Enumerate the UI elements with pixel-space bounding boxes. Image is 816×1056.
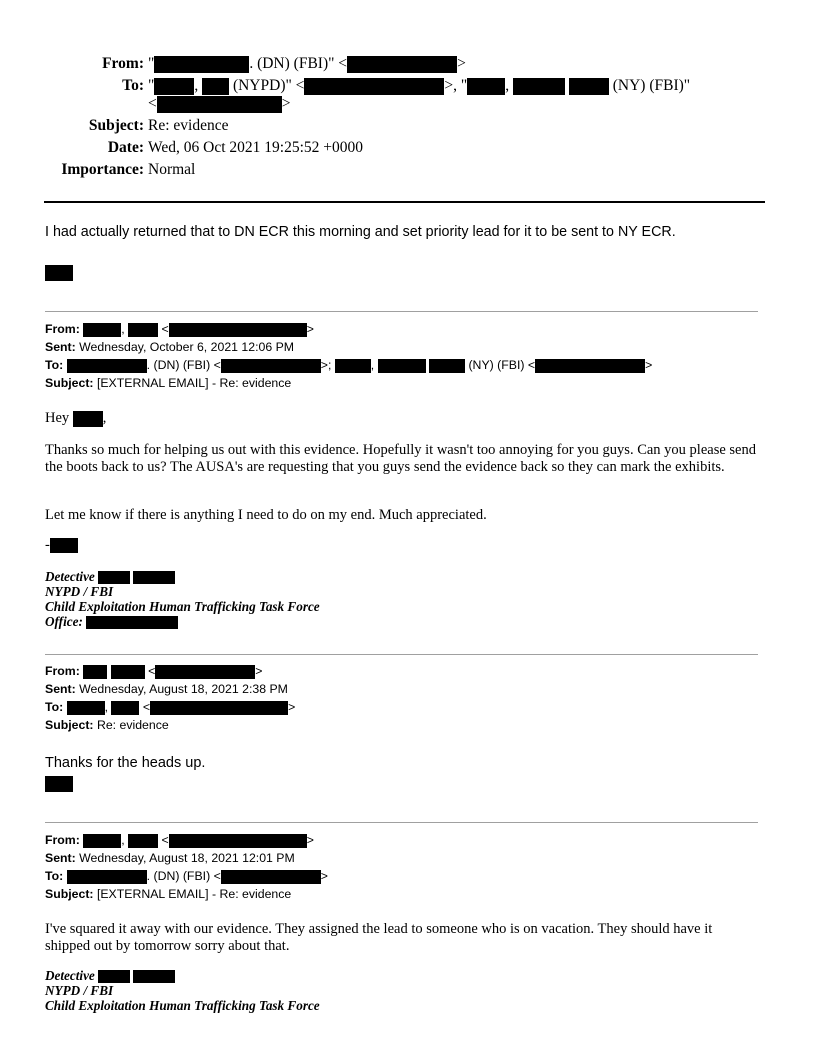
msg1-greeting [45,410,760,427]
msg1-para2: Let me know if there is anything I need to do on my end. Much appreciated. [45,507,487,523]
to-text: . (DN) (FBI) < [146,869,221,883]
dash: - [45,537,50,553]
redaction [169,834,307,848]
subject-label: Subject: [45,718,94,732]
message-separator [45,311,758,312]
msg2-to [45,698,295,716]
to-label: To: [45,700,64,714]
to-value [148,77,690,95]
reply-text: I had actually returned that to DN ECR this morning and set priority lead for it to be sent to NY ECR. [45,224,676,240]
subject-value: Re: evidence [96,718,169,732]
redaction [429,359,465,373]
redaction [111,701,139,715]
msg1-sig-org: NYPD / FBI [45,584,114,599]
sig-title: Detective [45,968,95,983]
redaction [128,834,158,848]
redaction [98,970,130,983]
comma: , [121,322,129,336]
msg2-signature-redaction [45,776,73,792]
to-text: >, " [444,77,468,94]
msg3-to [45,867,328,885]
importance-value: Normal [148,161,196,178]
gt: > [255,664,263,678]
to-quote: " [148,77,155,94]
msg3-subject [45,885,291,903]
greeting-end: , [102,410,107,426]
redaction [154,78,194,95]
lt: < [142,700,151,714]
date-value: Wed, 06 Oct 2021 19:25:52 +0000 [148,139,364,156]
redaction [133,571,175,584]
redaction [569,78,609,95]
lt: < [161,322,169,336]
importance-label: Importance: [61,161,144,178]
redaction [83,834,121,848]
redaction [157,96,282,113]
redaction [67,870,147,884]
to-label: To: [45,358,64,372]
subject-label: Subject: [45,887,94,901]
redaction [304,78,444,95]
from-value [148,55,466,73]
to-sep: , [194,77,203,94]
redaction [133,970,175,983]
sent-label: Sent: [45,340,76,354]
from-close: > [457,55,466,72]
msg1-from [45,320,314,338]
gt: > [306,833,314,847]
comma: , [121,833,129,847]
gt: > [645,358,653,372]
msg1-sig-unit: Child Exploitation Human Trafficking Task Force [45,599,320,614]
msg1-to [45,356,652,374]
to-value-cont [148,95,291,113]
redaction [150,701,288,715]
sent-label: Sent: [45,682,76,696]
sent-value: Wednesday, August 18, 2021 12:01 PM [79,851,295,865]
greeting-text: Hey [45,410,70,426]
sent-value: Wednesday, October 6, 2021 12:06 PM [79,340,295,354]
message-separator [45,654,758,655]
sig-title: Detective [45,569,95,584]
redaction [83,323,121,337]
msg3-sig-title [45,969,175,984]
redaction [67,701,105,715]
redaction [50,538,78,553]
redaction [73,411,103,427]
lt: < [148,664,156,678]
sig-office-label: Office: [45,614,83,629]
redaction [221,870,321,884]
lt: < [161,833,169,847]
to-open: < [148,95,157,112]
to-label: To: [122,77,144,94]
header-divider [44,201,765,203]
subject-value: [EXTERNAL EMAIL] - Re: evidence [96,376,292,390]
redaction [535,359,645,373]
subject-label: Subject: [45,376,94,390]
gt: > [320,869,328,883]
subject-label: Subject: [88,117,144,134]
from-label: From: [45,664,80,678]
redaction [155,665,255,679]
redaction [221,359,321,373]
msg2-subject [45,716,169,734]
msg3-body: I've squared it away with our evidence. They assigned the lead to someone who is on vacation. They should have it shipped out by tomorrow sorry about that. [45,921,713,954]
from-quote: " [148,55,155,72]
gt: > [306,322,314,336]
from-label: From: [102,55,144,72]
msg1-para1: Thanks so much for helping us out with this evidence. Hopefully it wasn't too annoying for you guys. Can you please send the boots back to us? The AUSA's are requesting that you guys send the evidence back so they can mark the exhibits. [45,442,756,475]
comma: , [104,700,112,714]
to-label: To: [45,869,64,883]
to-close: > [281,95,291,112]
message-separator [45,822,758,823]
msg3-sig-unit: Child Exploitation Human Trafficking Task Force [45,998,320,1013]
redaction [67,359,147,373]
reply-signature-redaction [45,265,73,281]
redaction [378,359,426,373]
redaction [111,665,145,679]
gt: > [288,700,296,714]
msg1-sig-office [45,615,178,630]
msg2-body: Thanks for the heads up. [45,755,206,771]
redaction [98,571,130,584]
redaction [154,56,249,73]
redaction [169,323,307,337]
sent-label: Sent: [45,851,76,865]
redaction [513,78,565,95]
from-label: From: [45,322,80,336]
redaction [83,665,107,679]
redaction [347,56,457,73]
redaction [335,359,371,373]
from-label: From: [45,833,80,847]
msg1-subject [45,374,291,392]
from-text: . (DN) (FBI)" < [249,55,348,72]
redaction [86,616,178,629]
redaction [128,323,158,337]
to-text: . (DN) (FBI) < [146,358,221,372]
sent-value: Wednesday, August 18, 2021 2:38 PM [79,682,288,696]
to-text: >; [320,358,335,372]
redaction [467,78,505,95]
comma: , [370,358,378,372]
msg1-sent [45,338,294,356]
to-text: (NY) (FBI)" [608,77,691,94]
msg1-sig-title [45,570,175,585]
to-text: (NYPD)" < [229,77,305,94]
subject-value: Re: evidence [148,117,229,134]
to-sep: , [505,77,513,94]
to-text: (NY) (FBI) < [465,358,536,372]
msg2-from [45,662,262,680]
redaction [202,78,229,95]
subject-value: [EXTERNAL EMAIL] - Re: evidence [96,887,292,901]
msg3-sig-org: NYPD / FBI [45,983,114,998]
date-label: Date: [107,139,144,156]
msg3-from [45,831,314,849]
msg1-dash-sign [45,537,760,554]
msg2-sent [45,680,288,698]
msg3-sent [45,849,295,867]
